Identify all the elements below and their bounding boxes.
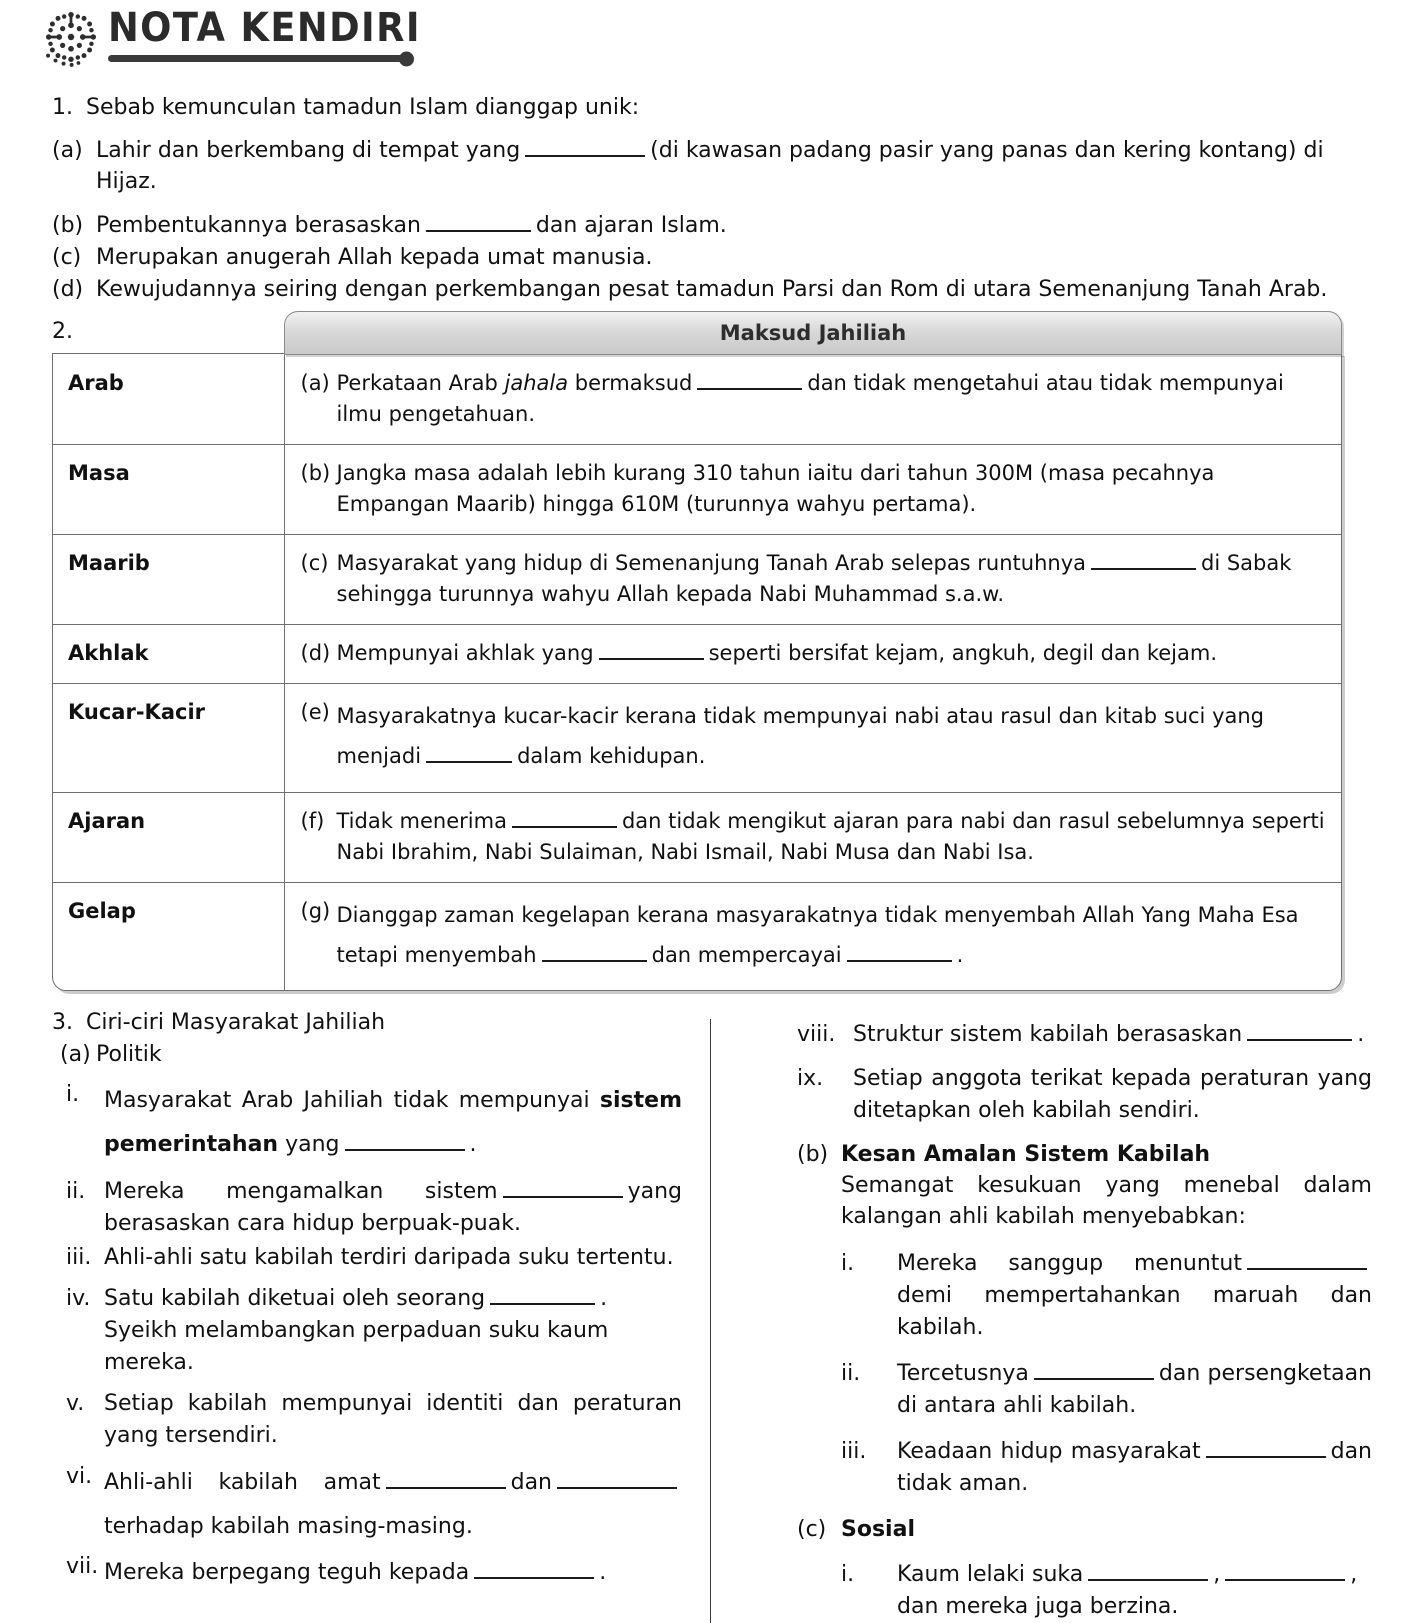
row-key: Ajaran: [52, 793, 284, 883]
row-text: [337, 548, 1331, 609]
item-b-iii-text: [897, 1436, 1372, 1500]
item-1d-text: Kewujudannya seiring dengan perkembangan pesat tamadun Parsi dan Rom di utara Semenanjung Tanah Arab.: [96, 277, 1328, 303]
item-text-pre: Satu kabilah diketuai oleh seorang: [104, 1286, 486, 1312]
row-content: [284, 625, 1342, 684]
item-b-i: [797, 1248, 1372, 1344]
row-text-a: Perkataan Arab: [336, 371, 498, 396]
item-b-iii: [797, 1436, 1372, 1500]
item-a-vi: [52, 1461, 682, 1549]
page-title: NOTA KENDIRI: [108, 5, 421, 51]
row-key: Arab: [52, 355, 284, 444]
row-key: Akhlak: [52, 625, 284, 684]
item-text-post: .: [599, 1559, 607, 1585]
table-row: [52, 445, 1342, 535]
item-text-post: . Syeikh melambangkan perpaduan suku kaum mereka.: [104, 1286, 609, 1375]
row-label: (c): [300, 551, 329, 576]
item-1d: [52, 274, 1372, 305]
item-a-v-text: Setiap kabilah mempunyai identiti dan peraturan yang tersendiri.: [104, 1390, 682, 1448]
item-text-post: terhadap kabilah masing-masing.: [104, 1513, 473, 1539]
question-2-number: 2.: [52, 319, 73, 345]
item-1a-text: [96, 135, 1372, 197]
item-a-iv-number: iv.: [66, 1286, 91, 1312]
answer-blank[interactable]: [426, 745, 512, 763]
row-label: (b): [300, 461, 331, 486]
row-text-a: Dianggap zaman kegelapan kerana masyarakatnya tidak menyembah Allah Yang Maha Esa tetapi menyembah: [336, 903, 1299, 968]
item-a-v-number: v.: [66, 1390, 85, 1416]
item-a-ix-number: ix.: [797, 1065, 824, 1091]
section-2: [0, 311, 1402, 991]
item-a-vii-number: vii.: [66, 1553, 99, 1579]
answer-blank[interactable]: [386, 1469, 506, 1488]
item-text-post: dan tidak aman.: [897, 1438, 1372, 1496]
item-a-vii-text: [104, 1551, 682, 1595]
answer-blank[interactable]: [474, 1559, 594, 1578]
row-text-c: dan tidak mengetahui atau tidak mempunyai ilmu pengetahuan.: [336, 371, 1284, 426]
answer-blank[interactable]: [542, 944, 647, 962]
row-content: [284, 535, 1342, 625]
item-b-ii-number: ii.: [841, 1360, 861, 1386]
item-a-ix: [797, 1063, 1372, 1127]
table-row: [52, 535, 1342, 625]
row-label: (f): [300, 809, 325, 834]
answer-blank[interactable]: [1247, 1251, 1367, 1270]
row-text-italic: jahala: [504, 371, 569, 396]
section-3-right-column: [711, 1007, 1372, 1623]
item-b-i-number: i.: [841, 1251, 855, 1277]
item-1a-part1: Lahir dan berkembang di tempat yang: [96, 138, 521, 164]
item-a-iv: [52, 1283, 682, 1379]
row-content: [284, 355, 1342, 444]
item-a-i-number: i.: [66, 1082, 80, 1108]
row-content: [284, 793, 1342, 883]
answer-blank[interactable]: [599, 642, 704, 660]
item-text-pre: Struktur sistem kabilah berasaskan: [853, 1021, 1243, 1047]
item-1b: [52, 210, 1372, 241]
row-text-a: Masyarakatnya kucar-kacir kerana tidak mempunyai nabi atau rasul dan kitab suci yang menjadi: [336, 704, 1265, 769]
section-1: [0, 92, 1402, 305]
item-a-viii-number: viii.: [797, 1021, 836, 1047]
row-text: [337, 896, 1331, 976]
item-text-pre: Mereka sanggup menuntut: [897, 1251, 1242, 1277]
item-a-iv-text: [104, 1283, 682, 1379]
group-a-label: (a): [60, 1042, 91, 1068]
group-b-label: (b): [797, 1141, 829, 1167]
row-key: Gelap: [52, 883, 284, 991]
row-text-c: dalam kehidupan.: [517, 744, 706, 769]
item-1c-label: (c): [52, 244, 82, 270]
table-row: [52, 793, 1342, 883]
item-c-i-number: i.: [841, 1561, 855, 1587]
item-1b-part2: dan ajaran Islam.: [535, 212, 727, 238]
item-a-vi-number: vi.: [66, 1463, 93, 1489]
question-3-title: Ciri-ciri Masyarakat Jahiliah: [86, 1009, 386, 1035]
row-text-b: dan mempercayai: [651, 943, 842, 968]
item-text-pre: Mereka berpegang teguh kepada: [104, 1559, 470, 1585]
item-text-post: dan persengketaan di antara ahli kabilah.: [897, 1360, 1372, 1418]
row-text-c: dan tidak mengikut ajaran para nabi dan rasul sebelumnya seperti Nabi Ibrahim, Nabi Sulaiman, Nabi Ismail, Nabi Musa dan Nabi Isa.: [336, 809, 1325, 864]
row-content: [284, 883, 1342, 991]
row-text-a: Masyarakat yang hidup di Semenanjung Tanah Arab selepas runtuhnya: [336, 551, 1087, 576]
item-text-post: , dan mereka juga berzina.: [897, 1561, 1358, 1619]
answer-blank[interactable]: [557, 1469, 677, 1488]
radial-dot-burst-icon: [40, 6, 102, 68]
item-text-pre: Kaum lelaki suka: [897, 1561, 1084, 1587]
group-a-heading: [52, 1039, 682, 1070]
item-1a-part2: (di kawasan padang pasir yang panas dan kering kontang) di Hijaz.: [96, 138, 1324, 195]
item-text-post: .: [1357, 1021, 1365, 1047]
item-text-post: yang berasaskan cara hidup berpuak-puak.: [104, 1179, 682, 1237]
item-1b-text: [96, 210, 1372, 241]
row-text-c: .: [956, 943, 964, 968]
answer-blank[interactable]: [697, 372, 802, 390]
table-row: [52, 684, 1342, 793]
jahiliah-table: [68, 311, 1342, 991]
row-text: Jangka masa adalah lebih kurang 310 tahun iaitu dari tahun 300M (masa pecahnya Empangan Maarib) hingga 610M (turunnya wahyu pertama).: [336, 461, 1215, 516]
row-text-c: seperti bersifat kejam, angkuh, degil dan kejam.: [708, 641, 1218, 666]
item-b-ii: [797, 1358, 1372, 1422]
item-text-pre: Keadaan hidup masyarakat: [897, 1438, 1201, 1464]
item-a-iii-number: iii.: [66, 1245, 92, 1271]
item-a-ii: [52, 1176, 682, 1240]
item-a-vi-text: [104, 1461, 682, 1549]
section-3: [0, 1007, 1402, 1623]
row-label: (a): [300, 371, 330, 396]
item-1a-label: (a): [52, 138, 83, 164]
item-1b-label: (b): [52, 212, 84, 238]
item-1d-label: (d): [52, 277, 84, 303]
item-1a: [52, 135, 1372, 197]
item-a-iii: [52, 1242, 682, 1274]
row-text-c: di Sabak sehingga turunnya wahyu Allah kepada Nabi Muhammad s.a.w.: [336, 551, 1292, 606]
item-c-i: [797, 1559, 1372, 1623]
item-a-vii: [52, 1551, 682, 1595]
row-text-a: Tidak menerima: [336, 809, 507, 834]
table-row: [52, 625, 1342, 684]
item-text-post: demi mempertahankan maruah dan kabilah.: [897, 1283, 1372, 1341]
item-text-mid: yang: [285, 1132, 340, 1158]
item-b-iii-number: iii.: [841, 1438, 867, 1464]
answer-blank[interactable]: [1225, 1561, 1345, 1580]
item-a-ii-text: [104, 1176, 682, 1240]
row-content: [284, 445, 1342, 535]
item-a-i-text: [104, 1079, 682, 1167]
row-text-a: Mempunyai akhlak yang: [336, 641, 594, 666]
question-1-stem: [52, 92, 1372, 123]
item-text-pre: Mereka mengamalkan sistem: [104, 1179, 498, 1205]
section-3-left-column: [52, 1007, 682, 1623]
item-text-pre: Masyarakat Arab Jahiliah tidak mempunyai: [104, 1088, 590, 1114]
table-header-title: Maksud Jahiliah: [284, 311, 1342, 355]
item-text-bold: sistem pemerintahan: [104, 1088, 682, 1158]
group-b-title: Kesan Amalan Sistem Kabilah: [841, 1141, 1211, 1167]
answer-blank[interactable]: [1247, 1022, 1352, 1041]
question-3-number: 3.: [52, 1009, 73, 1035]
row-text-b: bermaksud: [574, 371, 693, 396]
row-label: (g): [300, 899, 331, 924]
question-3-stem: [52, 1007, 682, 1038]
table-row: [52, 883, 1342, 991]
row-label: (d): [300, 641, 331, 666]
answer-blank[interactable]: [847, 944, 952, 962]
answer-blank[interactable]: [1088, 1561, 1208, 1580]
group-c-heading: [797, 1514, 1372, 1545]
question-1-number: 1.: [52, 95, 73, 120]
group-b-intro: Semangat kesukuan yang menebal dalam kalangan ahli kabilah menyebabkan:: [841, 1172, 1372, 1230]
item-a-viii-text: [853, 1019, 1372, 1051]
item-text-pre: Ahli-ahli kabilah amat: [104, 1469, 381, 1495]
answer-blank[interactable]: [1206, 1438, 1326, 1457]
group-c-title: Sosial: [841, 1516, 915, 1542]
item-c-i-text: [897, 1559, 1372, 1623]
item-text-mid: dan: [510, 1469, 552, 1495]
group-b-intro-row: [797, 1170, 1372, 1232]
answer-blank[interactable]: [503, 1179, 623, 1198]
item-1c-text: Merupakan anugerah Allah kepada umat manusia.: [96, 244, 653, 270]
row-key: Masa: [52, 445, 284, 535]
item-a-viii: [797, 1019, 1372, 1051]
table-row: [52, 355, 1342, 444]
row-text: [337, 806, 1331, 867]
answer-blank[interactable]: [1034, 1361, 1154, 1380]
item-1b-part1: Pembentukannya berasaskan: [96, 212, 421, 238]
answer-blank[interactable]: [1091, 552, 1196, 570]
question-1-text: Sebab kemunculan tamadun Islam dianggap unik:: [86, 95, 640, 120]
row-text: [337, 697, 1331, 777]
item-a-ix-text: Setiap anggota terikat kepada peraturan yang ditetapkan oleh kabilah sendiri.: [853, 1065, 1372, 1123]
row-key: Kucar-Kacir: [52, 684, 284, 793]
item-text-post: .: [469, 1132, 477, 1158]
item-b-ii-text: [897, 1358, 1372, 1422]
item-b-i-text: [897, 1248, 1372, 1344]
item-a-ii-number: ii.: [66, 1179, 86, 1205]
row-label: (e): [300, 700, 330, 725]
title-underline-rule: [108, 55, 408, 62]
item-a-i: [52, 1079, 682, 1167]
item-1c: [52, 242, 1372, 273]
item-a-v: [52, 1388, 682, 1452]
item-text-mid: ,: [1213, 1561, 1221, 1587]
answer-blank[interactable]: [490, 1286, 595, 1305]
group-b-heading: [797, 1139, 1372, 1170]
answer-blank[interactable]: [426, 212, 531, 231]
answer-blank[interactable]: [345, 1132, 465, 1151]
row-key: Maarib: [52, 535, 284, 625]
group-c-label: (c): [797, 1516, 827, 1542]
group-a-title: Politik: [96, 1042, 162, 1068]
item-text-pre: Tercetusnya: [897, 1360, 1029, 1386]
answer-blank[interactable]: [512, 810, 617, 828]
item-a-iii-text: Ahli-ahli satu kabilah terdiri daripada suku tertentu.: [104, 1245, 674, 1271]
answer-blank[interactable]: [525, 138, 645, 157]
row-content: [284, 684, 1342, 793]
page-header: [0, 0, 1402, 92]
row-text: [337, 638, 1331, 668]
row-text: [337, 368, 1331, 429]
